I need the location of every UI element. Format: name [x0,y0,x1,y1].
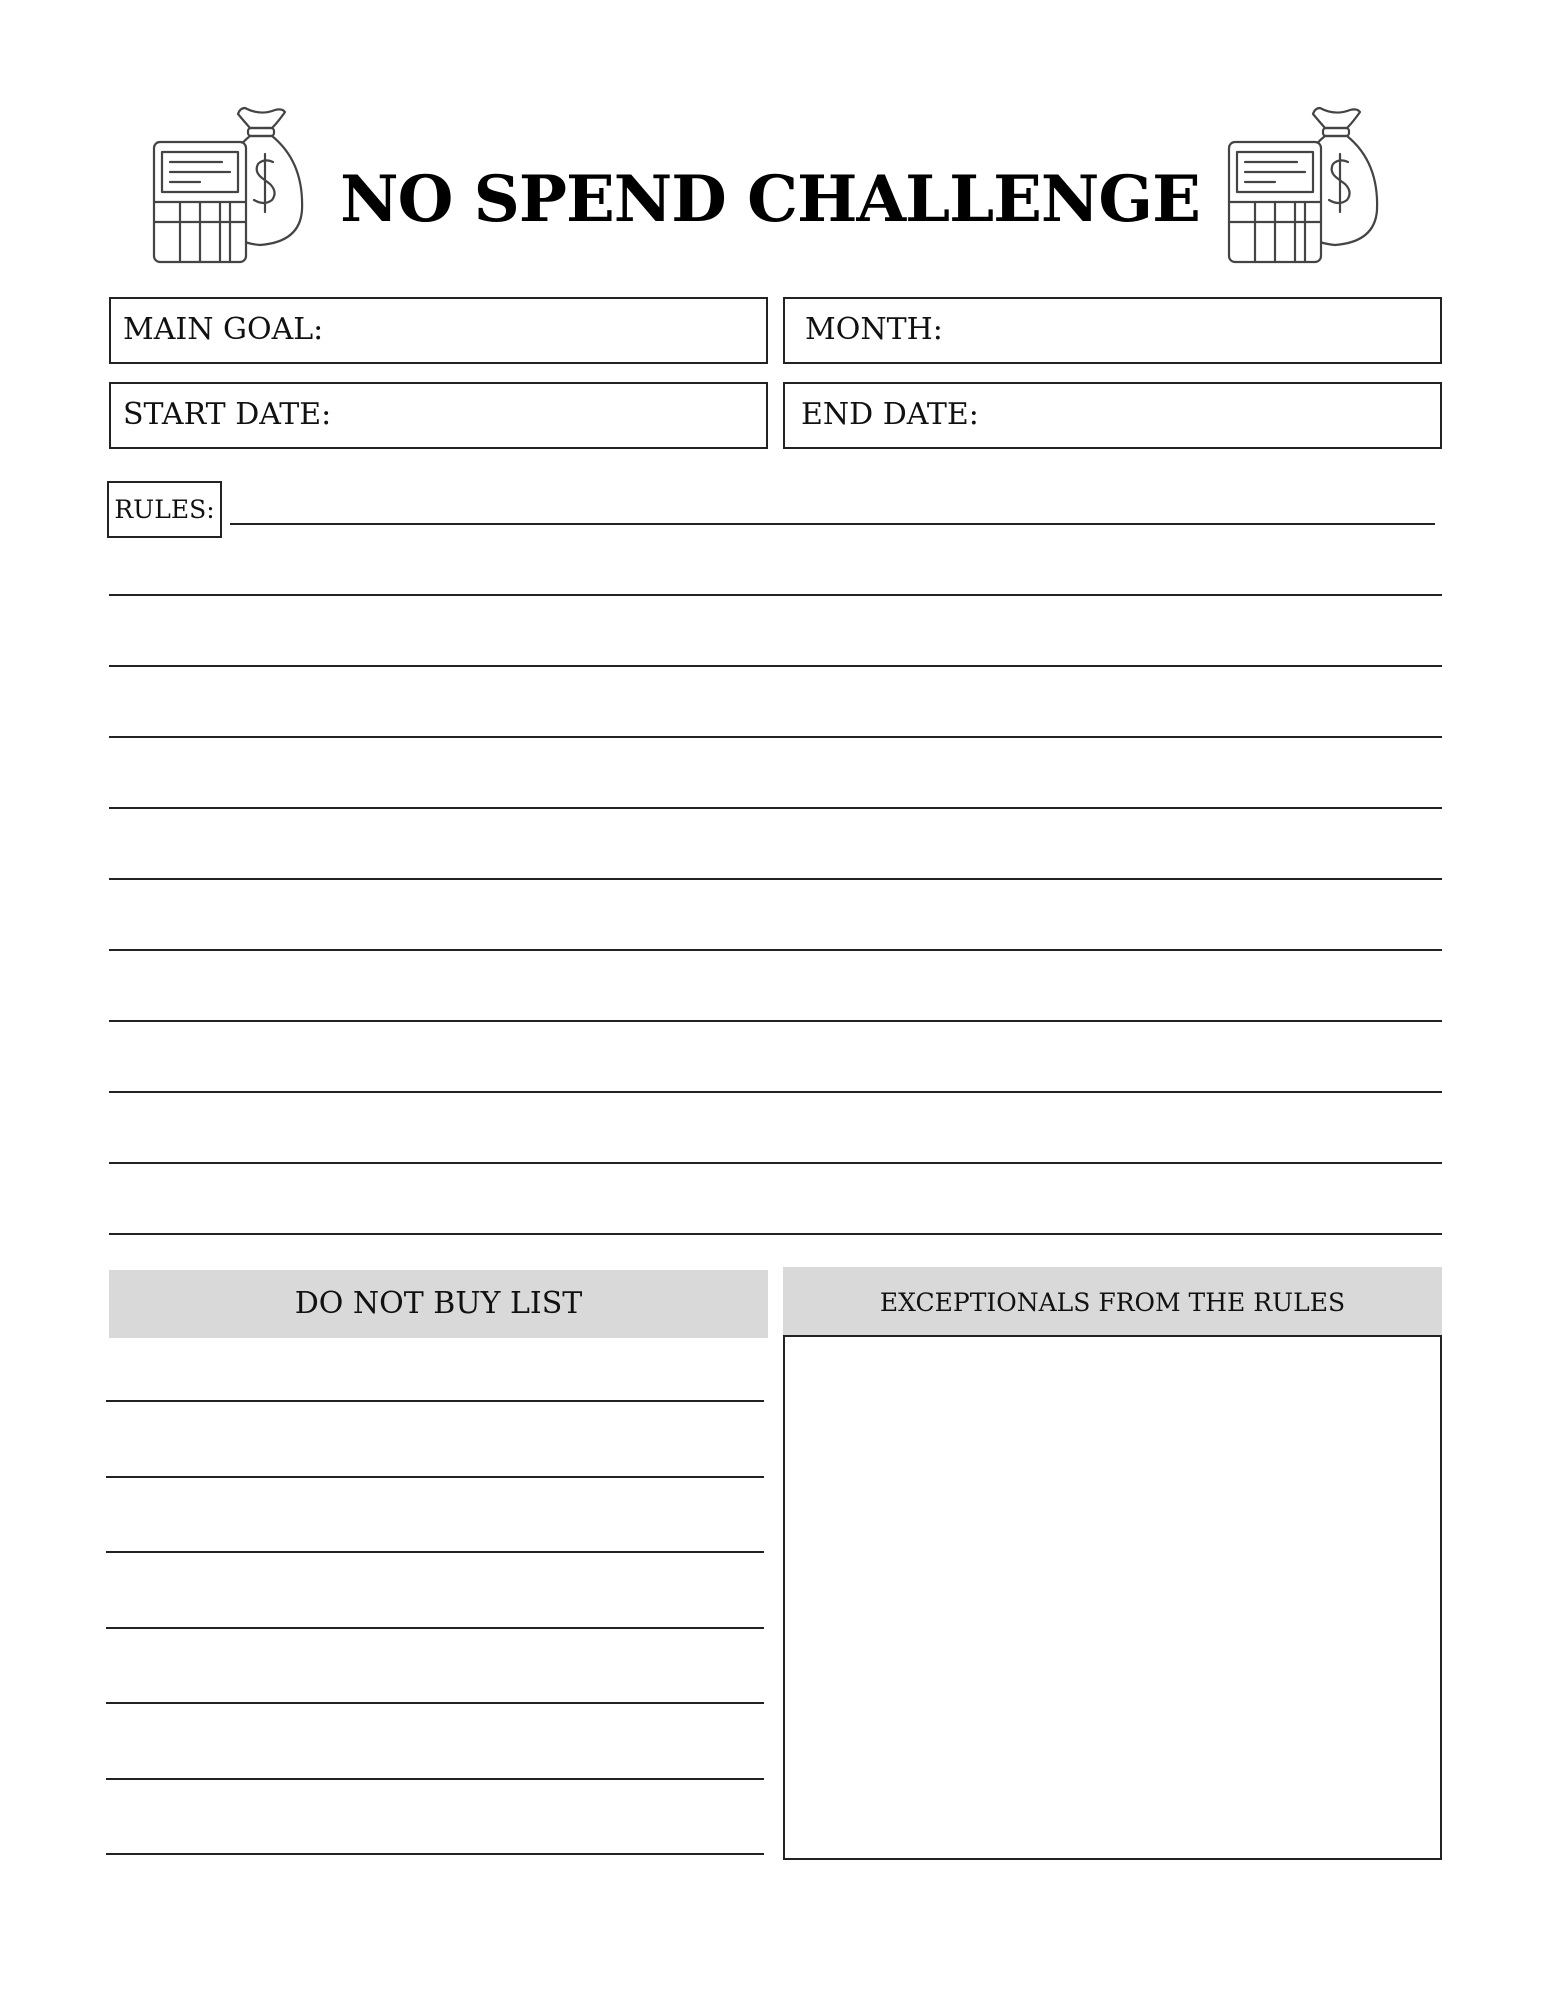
rules-line[interactable] [109,1233,1442,1235]
end-date-label: END DATE: [801,397,979,432]
rules-line[interactable] [230,523,1435,525]
start-date-field[interactable] [109,382,768,449]
start-date-label: START DATE: [123,397,332,432]
do-not-buy-line[interactable] [106,1476,764,1478]
do-not-buy-title: DO NOT BUY LIST [294,1286,583,1321]
rules-line[interactable] [109,1091,1442,1093]
rules-label: RULES: [114,495,215,524]
rules-label-box [107,481,222,538]
rules-line[interactable] [109,594,1442,596]
rules-line[interactable] [109,736,1442,738]
exceptions-title: EXCEPTIONALS FROM THE RULES [879,1288,1346,1317]
exceptions-box[interactable] [783,1335,1442,1860]
do-not-buy-line[interactable] [106,1551,764,1553]
rules-line[interactable] [109,949,1442,951]
end-date-field[interactable] [783,382,1442,449]
calculator-money-bag-icon [1225,100,1395,270]
do-not-buy-line[interactable] [106,1853,764,1855]
month-label: MONTH: [805,312,943,347]
page-title: NO SPEND CHALLENGE [340,162,1200,237]
main-goal-field[interactable] [109,297,768,364]
do-not-buy-line[interactable] [106,1778,764,1780]
calculator-money-bag-icon [150,100,320,270]
rules-line[interactable] [109,807,1442,809]
rules-line[interactable] [109,1162,1442,1164]
exceptions-header [783,1267,1442,1335]
do-not-buy-line[interactable] [106,1400,764,1402]
rules-line[interactable] [109,1020,1442,1022]
main-goal-label: MAIN GOAL: [123,312,324,347]
month-field[interactable] [783,297,1442,364]
do-not-buy-line[interactable] [106,1627,764,1629]
do-not-buy-line[interactable] [106,1702,764,1704]
rules-line[interactable] [109,665,1442,667]
do-not-buy-header [109,1270,768,1338]
rules-line[interactable] [109,878,1442,880]
